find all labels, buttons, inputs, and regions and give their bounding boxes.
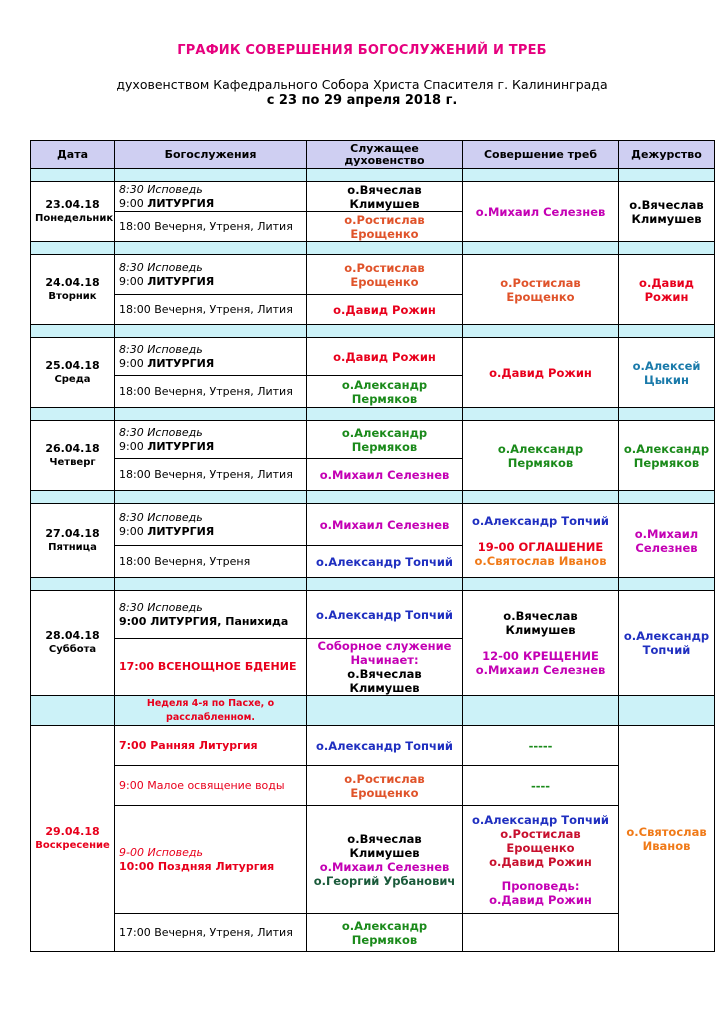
service-name: Ранняя Литургия — [150, 738, 258, 752]
service-time: 7:00 — [119, 738, 151, 752]
late-clergy-cell — [307, 806, 463, 914]
weekday: Пятница — [48, 541, 97, 553]
confession: 8:30 Исповедь — [119, 600, 203, 614]
day-row-morning — [31, 421, 715, 459]
service-name: ЛИТУРГИЯ — [147, 439, 215, 453]
early-clergy: о.Александр Топчий — [307, 726, 463, 766]
date-cell — [31, 726, 115, 952]
clergy-name: о.Вячеслав Климушев — [347, 831, 422, 860]
service-time: 9:00 — [119, 439, 148, 453]
confession: 8:30 Исповедь — [119, 182, 203, 196]
spacer-row — [31, 242, 715, 255]
day-row-morning — [31, 338, 715, 376]
morning-clergy: о.Михаил Селезнев — [307, 504, 463, 546]
treby-cell: о.Давид Рожин — [463, 338, 619, 408]
clergy-note: Соборное служение — [317, 639, 452, 653]
evening-clergy: о.Ростислав Ерощенко — [307, 212, 463, 242]
day-row-morning — [31, 591, 715, 639]
early-treby: ----- — [463, 726, 619, 766]
date: 25.04.18 — [45, 358, 100, 372]
evening-service: 18:00 Вечерня, Утреня, Лития — [115, 212, 307, 242]
duty-cell: о.Алексей Цыкин — [619, 338, 715, 408]
date: 28.04.18 — [45, 629, 100, 642]
empty-cell — [463, 914, 619, 952]
spacer-row — [31, 491, 715, 504]
date: 27.04.18 — [45, 526, 100, 540]
spacer-row — [31, 408, 715, 421]
date-cell — [31, 591, 115, 696]
evening-service: 18:00 Вечерня, Утреня, Лития — [115, 295, 307, 325]
treby-extra-title: 12-00 КРЕЩЕНИЕ — [482, 649, 599, 663]
spacer-row — [31, 578, 715, 591]
col-header-duty: Дежурство — [619, 141, 715, 169]
confession: 9-00 Исповедь — [119, 845, 203, 859]
sermon-label: Проповедь: — [501, 878, 580, 893]
date-cell — [31, 421, 115, 491]
morning-service-cell — [115, 182, 307, 212]
col-header-treby: Совершение треб — [463, 141, 619, 169]
date: 29.04.18 — [45, 824, 100, 838]
treby-extra-name: о.Михаил Селезнев — [475, 663, 606, 677]
weekday: Суббота — [48, 644, 97, 655]
early-service-cell — [115, 726, 307, 766]
confession: 8:30 Исповедь — [119, 510, 203, 524]
evening-service: 18:00 Вечерня, Утреня — [115, 546, 307, 578]
treby-name: о.Александр Топчий — [472, 513, 609, 528]
service-name: ЛИТУРГИЯ — [147, 274, 215, 288]
morning-service-cell — [115, 504, 307, 546]
evening-clergy-cell — [307, 639, 463, 696]
water-clergy: о.Ростислав Ерощенко — [307, 766, 463, 806]
clergy-name: о.Георгий Урбанович — [313, 873, 456, 888]
service-time: 9:00 — [119, 274, 148, 288]
treby-name: о.Александр Топчий — [472, 812, 609, 827]
morning-clergy: о.Александр Пермяков — [307, 421, 463, 459]
date-cell — [31, 338, 115, 408]
morning-clergy: о.Давид Рожин — [307, 338, 463, 376]
date: 24.04.18 — [45, 275, 100, 289]
morning-service-cell — [115, 421, 307, 459]
duty-cell: о.Вячеслав Климушев — [619, 182, 715, 242]
morning-clergy: о.Александр Топчий — [307, 591, 463, 639]
duty-cell: о.Святослав Иванов — [619, 726, 715, 952]
treby-cell: о.Ростислав Ерощенко — [463, 255, 619, 325]
treby-extra-title: 19-00 ОГЛАШЕНИЕ — [477, 539, 604, 554]
service-name: ЛИТУРГИЯ, Панихида — [150, 614, 289, 628]
day-row-morning — [31, 504, 715, 546]
morning-service-cell — [115, 255, 307, 295]
confession: 8:30 Исповедь — [119, 260, 203, 274]
col-header-date: Дата — [31, 141, 115, 169]
service-name: 10:00 Поздняя Литургия — [119, 859, 275, 873]
evening-clergy: о.Давид Рожин — [307, 295, 463, 325]
service-time: 9:00 — [119, 356, 148, 370]
sermon-name: о.Давид Рожин — [489, 892, 592, 907]
duty-cell: о.Михаил Селезнев — [619, 504, 715, 578]
header-row — [31, 141, 715, 169]
evening-service: 18:00 Вечерня, Утреня, Лития — [115, 459, 307, 491]
late-treby-cell — [463, 806, 619, 914]
evening-service: 17:00 Вечерня, Утреня, Лития — [115, 914, 307, 952]
water-treby: ---- — [463, 766, 619, 806]
weekday: Вторник — [48, 290, 97, 302]
late-service-cell — [115, 806, 307, 914]
sunday-note-row — [31, 696, 715, 726]
treby-cell: о.Михаил Селезнев — [463, 182, 619, 242]
morning-service-cell — [115, 591, 307, 639]
col-header-services: Богослужения — [115, 141, 307, 169]
clergy-name: о.Вячеслав Климушев — [347, 667, 422, 695]
evening-clergy: о.Михаил Селезнев — [307, 459, 463, 491]
treby-name: о.Ростислав Ерощенко — [500, 826, 581, 855]
water-service: 9:00 Малое освящение воды — [115, 766, 307, 806]
service-time: 9:00 — [119, 524, 148, 538]
service-name: ЛИТУРГИЯ — [147, 356, 215, 370]
sunday-row-early — [31, 726, 715, 766]
col-header-clergy: Служащее духовенство — [307, 141, 463, 169]
weekday: Воскресение — [35, 839, 110, 851]
evening-service: 17:00 ВСЕНОЩНОЕ БДЕНИЕ — [115, 639, 307, 696]
spacer-row — [31, 169, 715, 182]
duty-cell: о.Александр Пермяков — [619, 421, 715, 491]
treby-extra-name: о.Святослав Иванов — [474, 553, 607, 568]
confession: 8:30 Исповедь — [119, 425, 203, 439]
weekday: Понедельник — [35, 212, 114, 224]
morning-service-cell — [115, 338, 307, 376]
service-name: ЛИТУРГИЯ — [147, 524, 215, 538]
treby-cell — [463, 504, 619, 578]
duty-cell: о.Александр Топчий — [619, 591, 715, 696]
day-row-morning — [31, 182, 715, 212]
date-cell — [31, 182, 115, 242]
date: 26.04.18 — [45, 441, 100, 455]
morning-clergy: о.Ростислав Ерощенко — [307, 255, 463, 295]
duty-cell: о.Давид Рожин — [619, 255, 715, 325]
spacer-row — [31, 325, 715, 338]
sunday-row-water — [31, 766, 715, 806]
page-period: с 23 по 29 апреля 2018 г. — [266, 93, 458, 108]
service-time: 9:00 — [119, 196, 148, 210]
sunday-row-late — [31, 806, 715, 914]
weekday: Среда — [54, 373, 91, 385]
treby-name: о.Вячеслав Климушев — [503, 609, 578, 637]
sunday-row-evening — [31, 914, 715, 952]
date-cell — [31, 504, 115, 578]
schedule-table — [30, 140, 715, 952]
clergy-name: о.Михаил Селезнев — [319, 859, 450, 874]
date-cell — [31, 255, 115, 325]
date: 23.04.18 — [45, 197, 100, 211]
page-title: ГРАФИК СОВЕРШЕНИЯ БОГОСЛУЖЕНИЙ И ТРЕБ — [177, 43, 547, 58]
service-time: 9:00 — [119, 614, 151, 628]
weekday: Четверг — [49, 456, 96, 468]
evening-clergy: о.Александр Пермяков — [307, 376, 463, 408]
morning-clergy: о.Вячеслав Климушев — [307, 182, 463, 212]
evening-clergy: о.Александр Топчий — [307, 546, 463, 578]
confession: 8:30 Исповедь — [119, 342, 203, 356]
evening-clergy: о.Александр Пермяков — [307, 914, 463, 952]
treby-name: о.Давид Рожин — [489, 854, 592, 869]
treby-cell — [463, 591, 619, 696]
treby-cell: о.Александр Пермяков — [463, 421, 619, 491]
clergy-note: Начинает: — [350, 653, 419, 667]
evening-service: 18:00 Вечерня, Утреня, Лития — [115, 376, 307, 408]
service-name: ЛИТУРГИЯ — [147, 196, 215, 210]
day-row-morning — [31, 255, 715, 295]
sunday-note: Неделя 4-я по Пасхе, о расслабленном. — [115, 696, 307, 726]
page-subtitle: духовенством Кафедрального Собора Христа Спасителя г. Калининграда — [116, 77, 608, 92]
